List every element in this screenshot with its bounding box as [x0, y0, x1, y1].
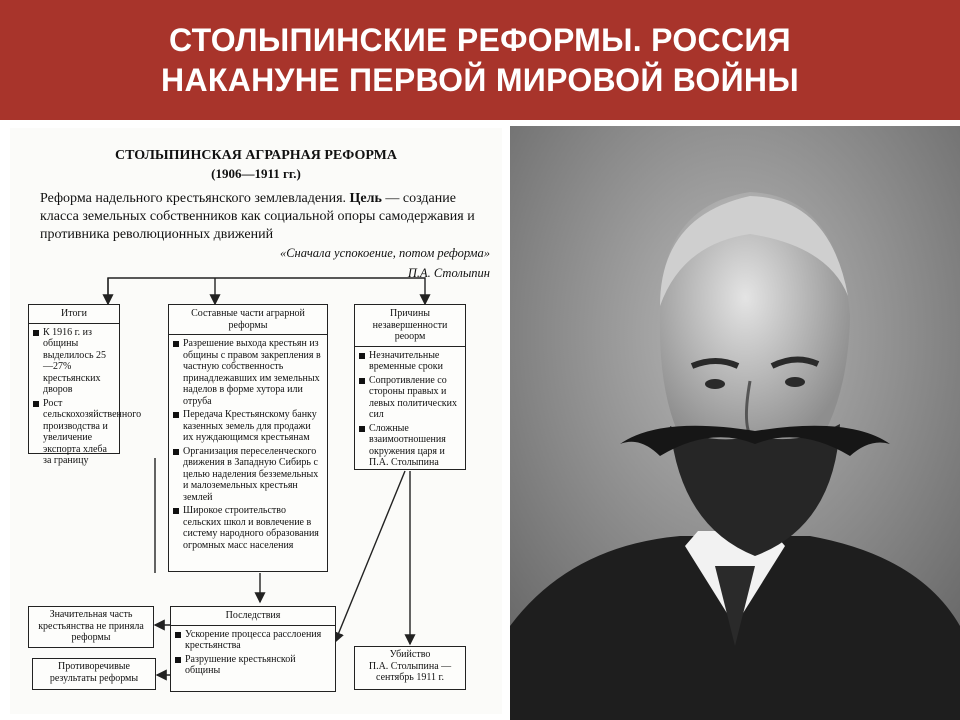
consequences-box: [170, 606, 336, 692]
murder-line-3: сентябрь 1911 г.: [376, 672, 444, 683]
causes-to-consequences-arrow: [335, 471, 405, 642]
reform-goal: — создание класса земельных собственников как социальной опоры самодержавия и противника революционных движений: [40, 191, 475, 242]
diagram-years: (1906—1911 гг.): [211, 166, 301, 181]
slide-title-line-2: НАКАНУНЕ ПЕРВОЙ МИРОВОЙ ВОЙНЫ: [161, 62, 799, 98]
title-banner: [0, 0, 960, 120]
results-item: Рост сельскохозяйственного производства и увеличение экспорта хлеба за границу: [33, 398, 115, 467]
stolypin-portrait: [510, 126, 960, 720]
reform-diagram: [10, 128, 502, 714]
majority-rejected-text: Значительная часть крестьянства не приняла реформы: [38, 609, 144, 643]
diagram-title: СТОЛЫПИНСКАЯ АГРАРНАЯ РЕФОРМА: [115, 148, 397, 163]
causes-header: Причины незавершенности реоорм: [355, 305, 465, 347]
murder-box: [354, 646, 466, 690]
results-item: К 1916 г. из общины выделилось 25—27% крестьянских дворов: [33, 327, 115, 396]
component-item: Передача Крестьянскому банку казенных земель для продажи их нуждающимся крестьянам: [173, 409, 323, 444]
contradictory-results-box: [32, 658, 156, 690]
components-header: Составные части аграрной реформы: [169, 305, 327, 335]
consequence-item: Разрушение крестьянской общины: [175, 654, 331, 677]
cause-item: Незначительные временные сроки: [359, 350, 461, 373]
quote-author: П.А. Столыпин: [407, 266, 490, 280]
slide-title-line-1: СТОЛЫПИНСКИЕ РЕФОРМЫ. РОССИЯ: [169, 22, 791, 58]
stolypin-quote: «Сначала успокоение, потом реформа»: [279, 246, 490, 260]
murder-line-2: П.А. Столыпина —: [368, 660, 452, 672]
components-box: [168, 304, 328, 572]
component-item: Разрешение выхода крестьян из общины с правом закрепления в частную собственность принадлежавших им земельных наделов в форме хутора или отруба: [173, 338, 323, 407]
murder-line-1: Убийство: [389, 649, 431, 660]
consequences-header: Последствия: [171, 607, 335, 626]
results-box: [28, 304, 142, 466]
consequence-item: Ускорение процесса расслоения крестьянства: [175, 629, 331, 652]
majority-rejected-box: [28, 606, 154, 648]
causes-box: [354, 304, 466, 470]
component-item: Организация переселенческого движения в Западную Сибирь с целью наделения безземельных и малоземельных крестьян землей: [173, 446, 323, 504]
to-causes-arrow: [215, 278, 425, 304]
cause-item: Сопротивление со стороны правых и левых политических сил: [359, 375, 461, 421]
reform-lead: Реформа надельного крестьянского землевладения.: [40, 191, 347, 206]
cause-item: Сложные взаимоотношения окружения царя и П.А. Столыпина: [359, 423, 461, 469]
component-item: Широкое строительство сельских школ и вовлечение в систему народного образования огромных масс населения: [173, 505, 323, 551]
goal-word: Цель: [349, 191, 382, 206]
results-header: Итоги: [29, 305, 119, 324]
contradictory-results-text: Противоречивые результаты реформы: [49, 661, 139, 684]
